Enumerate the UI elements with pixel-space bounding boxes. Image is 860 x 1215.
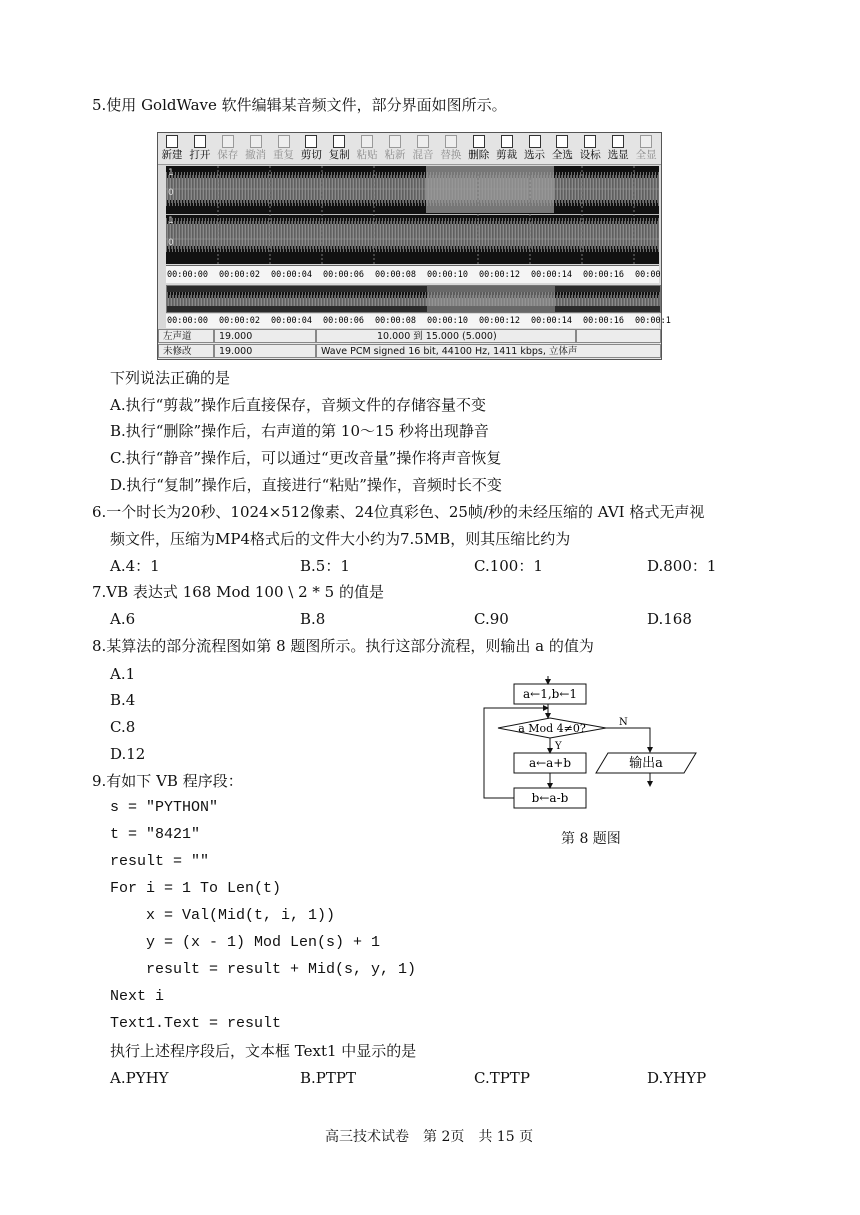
redo-button[interactable]: 重复	[270, 133, 298, 164]
show-selection-button[interactable]: 选示	[521, 133, 549, 164]
replace-icon	[445, 135, 457, 148]
q8-option-b: B.4	[110, 691, 136, 709]
code-line: x = Val(Mid(t, i, 1))	[110, 907, 336, 924]
mix-button[interactable]: 混音	[409, 133, 437, 164]
new-icon	[166, 135, 178, 148]
overview-ruler	[166, 314, 671, 328]
duration-status: 19.000	[214, 329, 316, 343]
ruler-tick: 00:00:06	[323, 270, 364, 280]
waveform-view[interactable]	[166, 166, 659, 264]
q7-option-d: D.168	[647, 610, 692, 628]
q7-stem: 7.VB 表达式 168 Mod 100 \ 2 * 5 的值是	[92, 583, 384, 601]
save-button[interactable]: 保存	[214, 133, 242, 164]
q5-option-d: D.执行“复制”操作后，直接进行“粘贴”操作，音频时长不变	[110, 476, 502, 494]
q8-figure-caption: 第 8 题图	[561, 831, 621, 847]
status-bar	[158, 329, 661, 359]
overview-tick: 00:00:08	[375, 316, 416, 326]
code-line: Next i	[110, 988, 165, 1005]
view-all-button[interactable]: 全显	[632, 133, 660, 164]
replace-button[interactable]: 替换	[437, 133, 465, 164]
status-row-1	[158, 329, 661, 343]
q8-option-d: D.12	[110, 745, 146, 763]
save-icon	[222, 135, 234, 148]
flow-init-label: a←1,b←1	[522, 687, 578, 701]
q8-flowchart	[478, 676, 718, 826]
q5-option-c: C.执行“静音”操作后，可以通过“更改音量”操作将声音恢复	[110, 449, 502, 467]
ruler-tick: 00:00	[635, 270, 661, 280]
trim-button[interactable]: 剪裁	[493, 133, 521, 164]
ruler-tick: 00:00:00	[167, 270, 208, 280]
overview-tick: 00:00:1	[635, 316, 671, 326]
delete-button[interactable]: 删除	[465, 133, 493, 164]
code-line: result = ""	[110, 853, 210, 870]
mix-icon	[417, 135, 429, 148]
q7-option-a: A.6	[110, 610, 136, 628]
set-marker-button[interactable]: 设标	[576, 133, 604, 164]
length-status: 19.000	[214, 344, 316, 358]
format-status: Wave PCM signed 16 bit, 44100 Hz, 1411 kbps, 立体声	[316, 344, 661, 358]
code-line: result = result + Mid(s, y, 1)	[110, 961, 417, 978]
goldwave-toolbar	[158, 133, 661, 165]
zoom-out-icon	[640, 135, 652, 148]
q5-stem: 5.使用 GoldWave 软件编辑某音频文件，部分界面如图所示。	[92, 96, 507, 114]
q8-option-c: C.8	[110, 718, 136, 736]
undo-icon	[250, 135, 262, 148]
goldwave-window	[157, 132, 671, 360]
status-row-2	[158, 344, 661, 358]
delete-icon	[473, 135, 485, 148]
status-empty	[576, 329, 661, 343]
q6-stem-line2: 频文件，压缩为MP4格式后的文件大小约为7.5MB，则其压缩比约为	[110, 530, 571, 548]
flow-step1-label: a←a+b	[528, 756, 572, 770]
q9-stem: 9.有如下 VB 程序段：	[92, 772, 243, 790]
q8-stem: 8.某算法的部分流程图如第 8 题图所示。执行这部分流程，则输出 a 的值为	[92, 637, 594, 655]
right-channel-tick-1: 1	[168, 216, 174, 226]
q6-option-c: C.100：1	[474, 557, 543, 575]
paste-new-icon	[389, 135, 401, 148]
open-button[interactable]: 打开	[186, 133, 214, 164]
q6-option-d: D.800：1	[647, 557, 717, 575]
time-ruler	[166, 265, 659, 283]
cut-button[interactable]: 剪切	[297, 133, 325, 164]
overview-graphic	[167, 286, 660, 312]
ruler-tick: 00:00:04	[271, 270, 312, 280]
q7-option-c: C.90	[474, 610, 509, 628]
paste-new-button[interactable]: 粘新	[381, 133, 409, 164]
flow-decision-label: a Mod 4≠0?	[518, 722, 586, 735]
left-channel-tick-1: 1	[168, 168, 174, 178]
q9-option-c: C.TPTP	[474, 1069, 530, 1087]
trim-icon	[501, 135, 513, 148]
copy-icon	[333, 135, 345, 148]
overview-tick: 00:00:16	[583, 316, 624, 326]
overview-tick: 00:00:00	[167, 316, 208, 326]
ruler-tick: 00:00:10	[427, 270, 468, 280]
waveform-graphic	[166, 166, 659, 264]
select-all-button[interactable]: 全选	[548, 133, 576, 164]
show-selection-icon	[529, 135, 541, 148]
flow-output-label: 输出a	[629, 756, 663, 771]
overview-tick: 00:00:06	[323, 316, 364, 326]
q6-option-b: B.5：1	[300, 557, 350, 575]
page-footer: 高三技术试卷 第 2页 共 15 页	[325, 1129, 534, 1145]
q7-option-b: B.8	[300, 610, 326, 628]
overview-waveform[interactable]	[166, 285, 661, 313]
left-channel-tick-0: 0	[168, 188, 174, 198]
overview-tick: 00:00:12	[479, 316, 520, 326]
ruler-tick: 00:00:16	[583, 270, 624, 280]
q5-prompt: 下列说法正确的是	[110, 369, 231, 387]
q9-option-a: A.PYHY	[110, 1069, 169, 1087]
select-all-icon	[556, 135, 568, 148]
overview-tick: 00:00:04	[271, 316, 312, 326]
new-button[interactable]: 新建	[158, 133, 186, 164]
overview-tick: 00:00:02	[219, 316, 260, 326]
q5-option-a: A.执行“剪裁”操作后直接保存，音频文件的存储容量不变	[110, 396, 486, 414]
code-line: t = "8421"	[110, 826, 201, 843]
code-line: y = (x - 1) Mod Len(s) + 1	[110, 934, 381, 951]
q9-prompt: 执行上述程序段后，文本框 Text1 中显示的是	[110, 1042, 417, 1060]
zoom-icon	[612, 135, 624, 148]
paste-button[interactable]: 粘贴	[353, 133, 381, 164]
flow-step2-label: b←a-b	[531, 791, 569, 805]
q6-stem-line1: 6.一个时长为20秒、1024×512像素、24位真彩色、25帧/秒的未经压缩的 AVI 格式无声视	[92, 503, 705, 521]
q9-option-b: B.PTPT	[300, 1069, 356, 1087]
q8-option-a: A.1	[110, 665, 136, 683]
open-icon	[194, 135, 206, 148]
code-line: s = "PYTHON"	[110, 799, 219, 816]
ruler-tick: 00:00:12	[479, 270, 520, 280]
redo-icon	[278, 135, 290, 148]
copy-button[interactable]: 复制	[325, 133, 353, 164]
right-channel-tick-0: 0	[168, 238, 174, 248]
modified-status: 未修改	[158, 344, 214, 358]
ruler-tick: 00:00:02	[219, 270, 260, 280]
channel-status: 左声道	[158, 329, 214, 343]
q6-option-a: A.4：1	[110, 557, 160, 575]
q9-option-d: D.YHYP	[647, 1069, 707, 1087]
flow-yes-label: Y	[555, 741, 562, 752]
scissors-icon	[305, 135, 317, 148]
code-line: Text1.Text = result	[110, 1015, 282, 1032]
code-line: For i = 1 To Len(t)	[110, 880, 282, 897]
ruler-tick: 00:00:08	[375, 270, 416, 280]
selection-status: 10.000 到 15.000 (5.000)	[316, 329, 576, 343]
marker-icon	[584, 135, 596, 148]
paste-icon	[361, 135, 373, 148]
flow-no-label: N	[619, 717, 628, 728]
ruler-tick: 00:00:14	[531, 270, 572, 280]
overview-tick: 00:00:10	[427, 316, 468, 326]
q5-option-b: B.执行“删除”操作后，右声道的第 10～15 秒将出现静音	[110, 422, 489, 440]
overview-tick: 00:00:14	[531, 316, 572, 326]
view-selection-button[interactable]: 选显	[604, 133, 632, 164]
undo-button[interactable]: 撤消	[242, 133, 270, 164]
